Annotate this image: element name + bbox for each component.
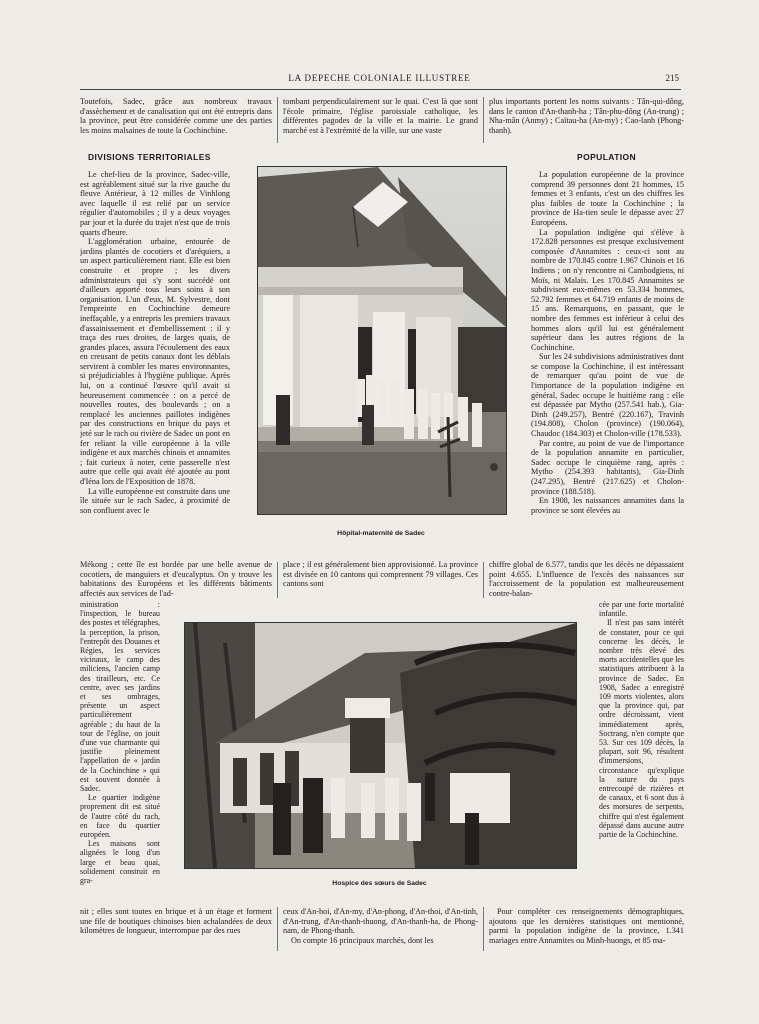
- column-divider: [277, 562, 278, 598]
- bottom-text-col3: Pour compléter ces renseignements démographiques, ajoutons que les dernières statistiques ont mentionné, parmi la population indigène de la province, 1.341 mariages entre Annamites ou Minh-huongs, et 85 ma-: [489, 907, 684, 945]
- right-column-text: La population européenne de la province comprend 39 personnes dont 21 hommes, 15 femmes et 3 enfants, c'est un des chiffres les plus faibles de toute la Cochinchine ; la province de Ha-tien seule le dépasse avec 27 Européens. La population indigène qui s'élève à 172.828 personnes est presque exclusivement composée d'Annamites : ceux-ci sont au nombre de 170.845 contre 1.967 Chinois et 16 Indiens ; on n'y rencontre ni Cambodgiens, ni Moïs, ni Malais. Les 170.845 Annamites se subdivisent eux-mêmes en 53.334 hommes, 52.792 femmes et 64.719 enfants de moins de 15 ans. Remarquons, en passant, que le nombre des femmes est inférieur à celui des hommes alors qu'il lui est généralement supérieur dans les autres régions de la Cochinchine. Sur les 24 subdivisions administratives dont se compose la Cochinchine, il est intéressant de remarquer qu'au point de vue de l'importance de la population indigène en général, Sadec occupe le huitième rang : elle est dépassée par Mytho (257.541 hab.), Gia-Dinh (249.257), Bentré (220.167), Travinh (194.808), Cholon (province) (190.064), Chaudoc (184.303) et Cholon-ville (178.533). Par contre, au point de vue de l'importance de la population annamite en particulier, Sadec occupe le cinquième rang, après : Mytho (254.393 habitants), Gia-Dinh (247.295), Bentré (217.625) et Cholon-province (188.518). En 1908, les naissances annamites dans la province se sont élevées au: [531, 170, 684, 515]
- caption-sisters-hospice: Hospice des sœurs de Sadec: [332, 880, 427, 887]
- top-text-col2: tombant perpendiculairement sur le quai. C'est là que sont l'école primaire, l'église paroissiale catholique, les différentes pagodes de la ville et la mairie. Le grand marché est à l'extrémité de la ville, sur une vaste: [283, 97, 478, 135]
- publication-title: LA DEPECHE COLONIALE ILLUSTREE: [288, 73, 471, 83]
- column-divider: [483, 562, 484, 598]
- column-divider: [277, 907, 278, 951]
- top-text-col3: plus importants portent les noms suivants : Tân-qui-dông, dans le canton d'An-thanh-ha ; Tân-phu-dông (An-trung) ; Nha-mân (Anmy) ; Caïtau-ha (An-my) ; Cao-lanh (Phong-thanh).: [489, 97, 684, 135]
- hospice-photo-image: [185, 623, 576, 868]
- column-divider: [277, 97, 278, 143]
- photo-sisters-hospice: [184, 622, 577, 869]
- page-number: 215: [665, 73, 679, 83]
- left-column-text: Le chef-lieu de la province, Sadec-ville, est agréablement situé sur la rive gauche du fleuve Antérieur, à 12 milles de Vinhlong avec laquelle il est relié par un service régulier d'automobiles ; il y a deux voyages par jour et la durée du trajet n'est que de trois quarts d'heure. L'agglomération urbaine, entourée de jardins plantés de cocotiers et d'aréquiers, a un aspect particulièrement riant. Elle est bien construite et propre ; les divers administrateurs qui s'y sont succédé ont d'ailleurs apporté tous leurs soins à son organisation. L'un d'eux, M. Sylvestre, dont l'empreinte en Cochinchine demeure ineffaçable, y a entrepris les premiers travaux d'assainissement et d'embellissement : il y traça des rues droites, de larges quais, de grandes places, assura l'écoulement des eaux en creusant de petits canaux dont les déblais servirent à combler les mares environnantes, si préjudiciables à l'hygiène publique. Après lui, on a continué l'œuvre qu'il avait si heureusement commencée : on a percé de nouvelles routes, des boulevards ; on a remplacé les anciennes paillotes indigènes par des constructions en brique du pays et jeté sur le rach ou rivière de Sadec un pont en fer reliant la ville européenne à la ville indigène et aux marchés chinois et annamites ; fait curieux à noter, cette passerelle n'est autre que celle qui avait été ajoutée au pont d'Iéna lors de l'Exposition de 1878. La ville européenne est construite dans une île située sur le rach Sadec, à proximité de son confluent avec le: [80, 170, 230, 515]
- hospital-photo-image: [258, 167, 506, 514]
- column-divider: [483, 907, 484, 951]
- section-heading-divisions: DIVISIONS TERRITORIALES: [88, 152, 211, 162]
- bottom-text-col2: ceux d'An-hoi, d'An-my, d'An-phong, d'An-thoi, d'An-tinh, d'An-trung, d'An-thanh-thuong, d'An-thanh-ha, de Phong-nam, de Phong-thanh. On compte 16 principaux marchés, dont les: [283, 907, 478, 945]
- middle-text-col3: chiffre global de 6.577, tandis que les décès ne dépassaient point 4.655. L'influence de l'excès des naissances sur l'accroissement de la population est malheureusement contre-balan-: [489, 560, 684, 598]
- photo-maternity-hospital: [257, 166, 507, 515]
- running-header: [80, 73, 679, 87]
- top-text-col1: Toutefois, Sadec, grâce aux nombreux travaux d'assèchement et de canalisation qui ont été entrepris dans la province, peut être considérée comme une des parties les moins malsaines de toute la Cochinchine.: [80, 97, 272, 135]
- lower-left-column-text: ministration : l'inspection, le bureau des postes et télégraphes, la perception, la prison, l'entrepôt des Douanes et Régies, les services vicinaux, le camp des miliciens, l'ancien camp des tirailleurs, etc. Ce centre, avec ses jardins et ses ombrages, présente un aspect particulièrement agréable ; du haut de la tour de l'église, on jouit d'une vue charmante qui justifie pleinement l'appellation de « jardin de la Cochinchine » qui est souvent donnée à Sadec. Le quartier indigène proprement dit est situé de l'autre côté du rach, en face du quartier européen. Les maisons sont alignées le long d'un large et beau quai, solidement construit en gra-: [80, 600, 160, 886]
- middle-text-col2: place ; il est généralement bien approvisionné. La province est divisée en 10 cantons qui comprennent 79 villages. Ces cantons sont: [283, 560, 478, 589]
- bottom-text-col1: nit ; elles sont toutes en brique et à un étage et forment une file de boutiques chinoises bien achalandées de deux kilomètres de longueur, interrompue par des rues: [80, 907, 272, 936]
- column-divider: [483, 97, 484, 143]
- lower-right-column-text: cée par une forte mortalité infantile. Il n'est pas sans intérêt de constater, pour ce qui concerne les décès, le nombre très élevé des morts accidentelles que les statistiques attribuent à la province de Sadec. En 1908, Sadec a enregistré 109 morts violentes, alors que la province qui, par ordre décroissant, vient immédiatement après, Soctrang, n'en compte que 53. Sur ces 109 décès, la plupart, soit 96, résultent d'immersions, circonstance qu'explique la nature du pays entrecoupé de rizières et de canaux, et 6 sont dus à des morsures de serpents, chiffre qui n'est également dépassé dans aucune autre partie de la Cochinchine.: [599, 600, 684, 840]
- caption-maternity-hospital: Hôpital-maternité de Sadec: [337, 530, 425, 537]
- middle-text-col1: Mékong ; cette île est bordée par une belle avenue de cocotiers, de manguiers et d'eucalyptus. On y trouve les habitations des Européens et les différents bâtiments affectés aux services de l'ad-: [80, 560, 272, 598]
- header-rule: [80, 89, 681, 90]
- section-heading-population: POPULATION: [577, 152, 637, 162]
